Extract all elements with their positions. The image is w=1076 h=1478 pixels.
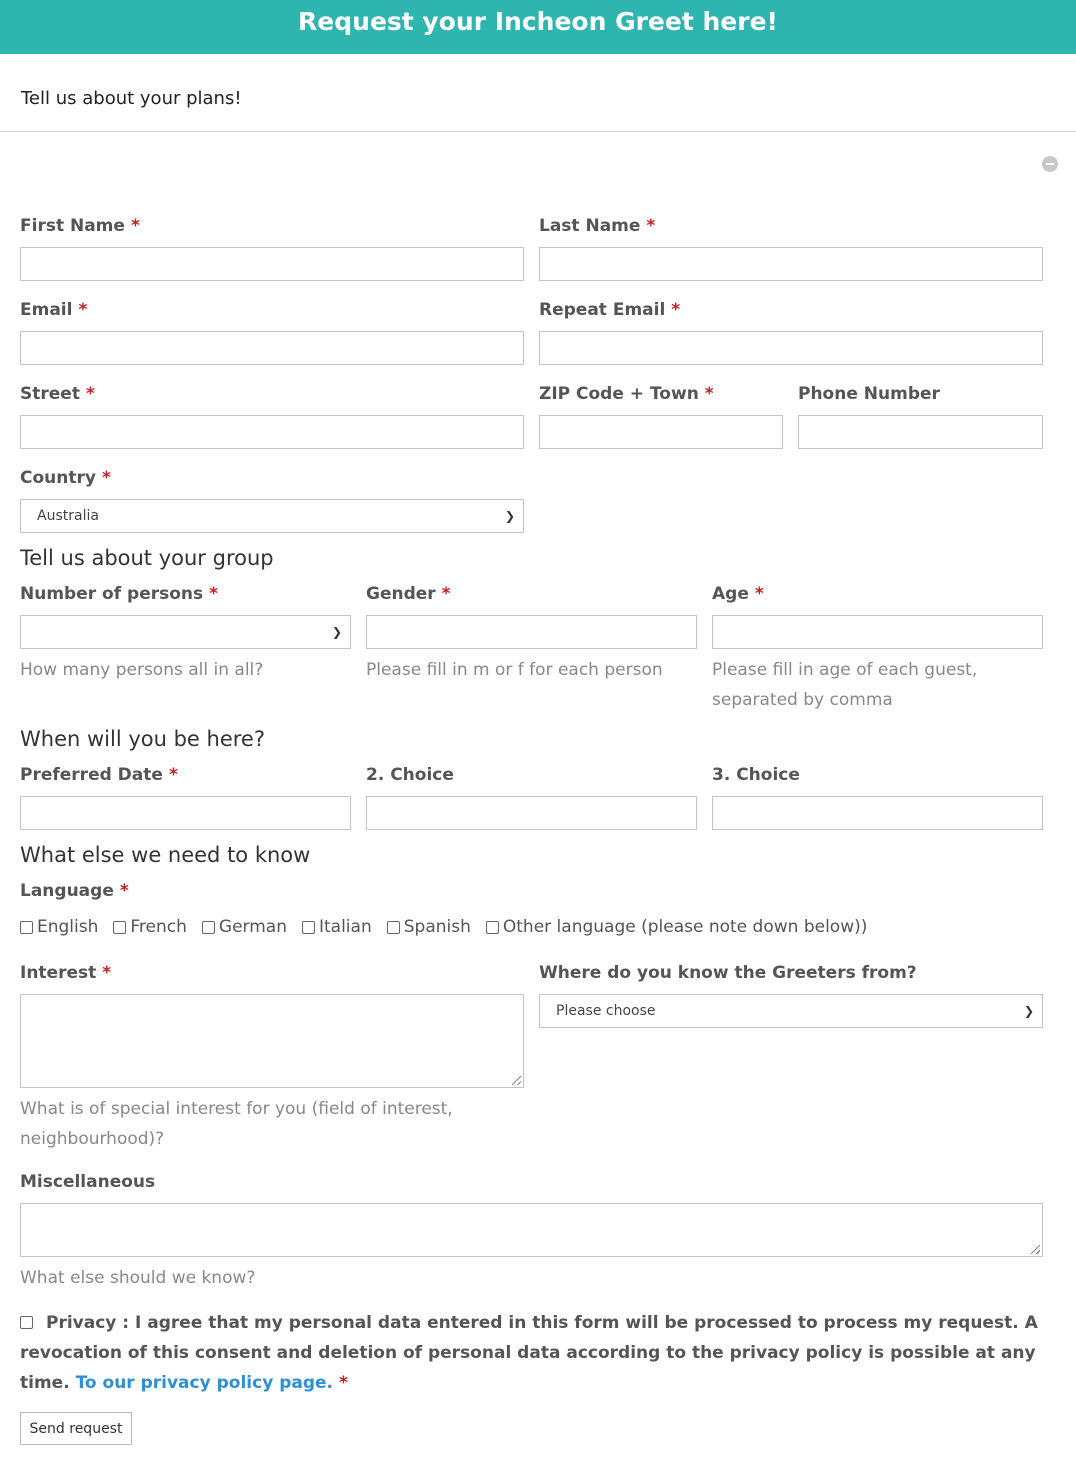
repeat-email-input[interactable] [539,331,1043,365]
resize-handle-icon[interactable] [512,1076,521,1085]
privacy-consent: Privacy : I agree that my personal data entered in this form will be processed to process my request. A revocation of this consent and deletion of personal data according to the privacy policy is possible at any time. To our privacy policy page. * [20,1313,1038,1393]
resize-handle-icon[interactable] [1031,1245,1040,1254]
choice3-label: 3. Choice [712,765,800,785]
persons-hint: How many persons all in all? [20,660,264,680]
first-name-label: First Name * [20,216,140,236]
choice3-input[interactable] [712,796,1043,830]
checkbox[interactable] [202,921,215,934]
last-name-label: Last Name * [539,216,656,236]
language-italian[interactable]: Italian [302,917,372,937]
persons-select[interactable] [20,615,351,649]
language-spanish[interactable]: Spanish [387,917,471,937]
gender-label: Gender * [366,584,451,604]
age-input[interactable] [712,615,1043,649]
choice2-label: 2. Choice [366,765,454,785]
gender-hint: Please fill in m or f for each person [366,660,663,680]
interest-textarea[interactable] [20,994,524,1088]
first-name-input[interactable] [20,247,524,281]
street-input[interactable] [20,415,524,449]
phone-label: Phone Number [798,384,940,404]
source-label: Where do you know the Greeters from? [539,963,917,983]
group-heading: Tell us about your group [20,546,274,570]
dates-heading: When will you be here? [20,727,265,751]
preferred-date-input[interactable] [20,796,351,830]
divider [0,131,1076,132]
persons-label: Number of persons * [20,584,219,604]
misc-label: Miscellaneous [20,1172,156,1192]
chevron-down-icon: ❯ [504,509,515,523]
checkbox[interactable] [20,921,33,934]
country-label: Country * [20,468,111,488]
phone-input[interactable] [798,415,1043,449]
preferred-date-label: Preferred Date * [20,765,178,785]
gender-input[interactable] [366,615,697,649]
page-banner: Request your Incheon Greet here! [0,0,1076,54]
chevron-down-icon: ❯ [331,625,342,639]
checkbox[interactable] [387,921,400,934]
minus-circle-icon[interactable] [1042,156,1058,172]
language-english[interactable]: English [20,917,98,937]
privacy-policy-link[interactable]: To our privacy policy page. [75,1373,333,1393]
chevron-down-icon: ❯ [1023,1004,1034,1018]
checkbox[interactable] [486,921,499,934]
extra-heading: What else we need to know [20,843,311,867]
email-label: Email * [20,300,88,320]
country-select[interactable]: Australia ❯ [20,499,524,533]
language-label: Language * [20,881,129,901]
checkbox[interactable] [113,921,126,934]
source-select[interactable]: Please choose ❯ [539,994,1043,1028]
language-german[interactable]: German [202,917,287,937]
language-other[interactable]: Other language (please note down below)) [486,917,868,937]
checkbox[interactable] [302,921,315,934]
zip-town-input[interactable] [539,415,783,449]
misc-textarea[interactable] [20,1203,1043,1257]
email-input[interactable] [20,331,524,365]
send-request-button[interactable]: Send request [20,1412,132,1445]
age-hint: Please fill in age of each guest, separated by comma [712,660,978,710]
interest-label: Interest * [20,963,112,983]
language-french[interactable]: French [113,917,187,937]
zip-town-label: ZIP Code + Town * [539,384,714,404]
last-name-input[interactable] [539,247,1043,281]
choice2-input[interactable] [366,796,697,830]
repeat-email-label: Repeat Email * [539,300,681,320]
age-label: Age * [712,584,764,604]
street-label: Street * [20,384,95,404]
interest-hint: What is of special interest for you (field of interest, neighbourhood)? [20,1099,453,1149]
intro-text: Tell us about your plans! [21,88,242,109]
language-options [20,917,882,937]
misc-hint: What else should we know? [20,1268,256,1288]
